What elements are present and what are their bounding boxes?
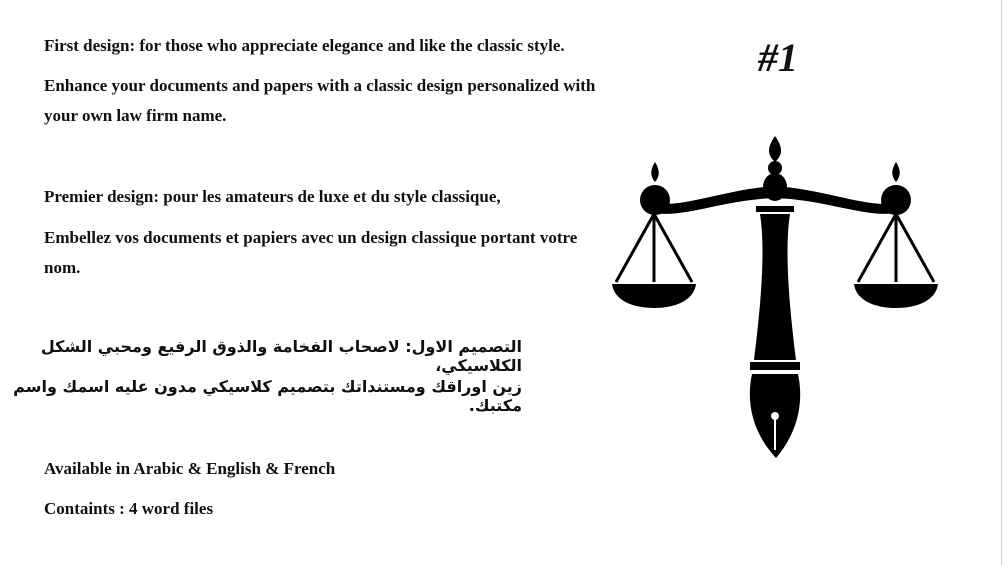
scales-of-justice-pen-icon xyxy=(610,132,940,462)
english-line-2: Enhance your documents and papers with a classic design personalized with your own law firm name. xyxy=(44,76,596,125)
arabic-line-2: زين اوراقك ومستنداتك بتصميم كلاسيكي مدون عليه اسمك واسم مكتبك. xyxy=(13,377,522,415)
design-number: #1 xyxy=(758,35,798,80)
french-line-2: Embellez vos documents et papiers avec un design classique portant votre nom. xyxy=(44,228,578,277)
arabic-line-1: التصميم الاول: لاصحاب الفخامة والذوق الرفيع ومحبي الشكل الكلاسيكي، xyxy=(40,337,522,375)
english-line-1: First design: for those who appreciate elegance and like the classic style. xyxy=(44,36,565,55)
contents-info: Containts : 4 word files xyxy=(44,499,214,518)
french-line-1: Premier design: pour les amateurs de luxe et du style classique, xyxy=(44,187,501,206)
page-edge-line xyxy=(1001,0,1002,565)
languages-info: Available in Arabic & English & French xyxy=(44,459,336,478)
